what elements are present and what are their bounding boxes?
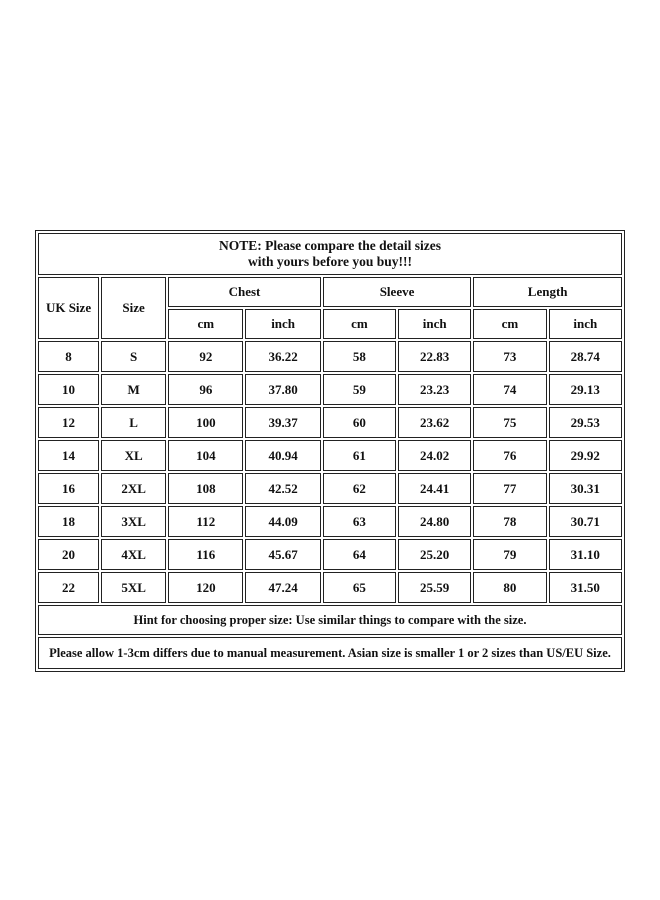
uk-size-cell: 16 bbox=[38, 473, 99, 504]
length-cm-cell: 73 bbox=[473, 341, 546, 372]
header-length-inch: inch bbox=[549, 309, 622, 339]
size-cell: 4XL bbox=[101, 539, 166, 570]
size-cell: 2XL bbox=[101, 473, 166, 504]
table-row bbox=[38, 440, 622, 471]
disclaimer-cell: Please allow 1-3cm differs due to manual measurement. Asian size is smaller 1 or 2 sizes than US/EU Size. bbox=[38, 637, 622, 669]
sleeve-cm-cell: 63 bbox=[323, 506, 396, 537]
size-chart-table bbox=[35, 230, 625, 672]
length-inch-cell: 31.50 bbox=[549, 572, 622, 603]
length-cm-cell: 80 bbox=[473, 572, 546, 603]
sleeve-inch-cell: 23.62 bbox=[398, 407, 471, 438]
header-sleeve: Sleeve bbox=[323, 277, 472, 307]
note-line-1: NOTE: Please compare the detail sizes bbox=[218, 238, 442, 253]
chest-inch-cell: 36.22 bbox=[245, 341, 320, 372]
chest-cm-cell: 92 bbox=[168, 341, 243, 372]
chest-cm-cell: 112 bbox=[168, 506, 243, 537]
chest-cm-cell: 96 bbox=[168, 374, 243, 405]
sleeve-cm-cell: 65 bbox=[323, 572, 396, 603]
hint-cell: Hint for choosing proper size: Use similar things to compare with the size. bbox=[38, 605, 622, 635]
header-chest: Chest bbox=[168, 277, 321, 307]
sleeve-inch-cell: 24.80 bbox=[398, 506, 471, 537]
sleeve-inch-cell: 24.41 bbox=[398, 473, 471, 504]
length-inch-cell: 29.92 bbox=[549, 440, 622, 471]
length-cm-cell: 79 bbox=[473, 539, 546, 570]
header-chest-inch: inch bbox=[245, 309, 320, 339]
uk-size-cell: 10 bbox=[38, 374, 99, 405]
note-line-2: with yours before you buy!!! bbox=[247, 254, 412, 269]
header-length-cm: cm bbox=[473, 309, 546, 339]
header-length: Length bbox=[473, 277, 622, 307]
length-inch-cell: 28.74 bbox=[549, 341, 622, 372]
sleeve-inch-cell: 23.23 bbox=[398, 374, 471, 405]
table-row bbox=[38, 506, 622, 537]
chest-inch-cell: 44.09 bbox=[245, 506, 320, 537]
chest-inch-cell: 47.24 bbox=[245, 572, 320, 603]
sleeve-cm-cell: 58 bbox=[323, 341, 396, 372]
length-inch-cell: 30.71 bbox=[549, 506, 622, 537]
size-cell: S bbox=[101, 341, 166, 372]
length-cm-cell: 74 bbox=[473, 374, 546, 405]
length-cm-cell: 75 bbox=[473, 407, 546, 438]
note-cell bbox=[38, 233, 622, 275]
disclaimer-row bbox=[38, 637, 622, 669]
sleeve-inch-cell: 24.02 bbox=[398, 440, 471, 471]
chest-inch-cell: 39.37 bbox=[245, 407, 320, 438]
length-inch-cell: 30.31 bbox=[549, 473, 622, 504]
chest-inch-cell: 45.67 bbox=[245, 539, 320, 570]
table-row bbox=[38, 407, 622, 438]
length-cm-cell: 76 bbox=[473, 440, 546, 471]
sleeve-inch-cell: 25.59 bbox=[398, 572, 471, 603]
sleeve-cm-cell: 62 bbox=[323, 473, 396, 504]
table-row bbox=[38, 341, 622, 372]
size-cell: M bbox=[101, 374, 166, 405]
sleeve-cm-cell: 61 bbox=[323, 440, 396, 471]
uk-size-cell: 14 bbox=[38, 440, 99, 471]
sleeve-cm-cell: 60 bbox=[323, 407, 396, 438]
uk-size-cell: 22 bbox=[38, 572, 99, 603]
header-size: Size bbox=[101, 277, 166, 339]
sleeve-inch-cell: 22.83 bbox=[398, 341, 471, 372]
size-cell: 3XL bbox=[101, 506, 166, 537]
header-row-groups bbox=[38, 277, 622, 307]
hint-row bbox=[38, 605, 622, 635]
chest-cm-cell: 104 bbox=[168, 440, 243, 471]
sleeve-cm-cell: 64 bbox=[323, 539, 396, 570]
note-row bbox=[38, 233, 622, 275]
chest-cm-cell: 108 bbox=[168, 473, 243, 504]
length-cm-cell: 78 bbox=[473, 506, 546, 537]
table-row bbox=[38, 374, 622, 405]
header-chest-cm: cm bbox=[168, 309, 243, 339]
header-uk-size: UK Size bbox=[38, 277, 99, 339]
sleeve-inch-cell: 25.20 bbox=[398, 539, 471, 570]
size-cell: 5XL bbox=[101, 572, 166, 603]
chest-inch-cell: 40.94 bbox=[245, 440, 320, 471]
chest-cm-cell: 100 bbox=[168, 407, 243, 438]
header-sleeve-inch: inch bbox=[398, 309, 471, 339]
sleeve-cm-cell: 59 bbox=[323, 374, 396, 405]
uk-size-cell: 18 bbox=[38, 506, 99, 537]
chest-inch-cell: 37.80 bbox=[245, 374, 320, 405]
uk-size-cell: 12 bbox=[38, 407, 99, 438]
size-cell: L bbox=[101, 407, 166, 438]
uk-size-cell: 20 bbox=[38, 539, 99, 570]
table-row bbox=[38, 539, 622, 570]
header-sleeve-cm: cm bbox=[323, 309, 396, 339]
chest-cm-cell: 116 bbox=[168, 539, 243, 570]
length-inch-cell: 29.13 bbox=[549, 374, 622, 405]
uk-size-cell: 8 bbox=[38, 341, 99, 372]
table-row bbox=[38, 473, 622, 504]
size-data-rows bbox=[38, 341, 622, 603]
length-cm-cell: 77 bbox=[473, 473, 546, 504]
chest-cm-cell: 120 bbox=[168, 572, 243, 603]
length-inch-cell: 29.53 bbox=[549, 407, 622, 438]
length-inch-cell: 31.10 bbox=[549, 539, 622, 570]
chest-inch-cell: 42.52 bbox=[245, 473, 320, 504]
table-row bbox=[38, 572, 622, 603]
size-cell: XL bbox=[101, 440, 166, 471]
